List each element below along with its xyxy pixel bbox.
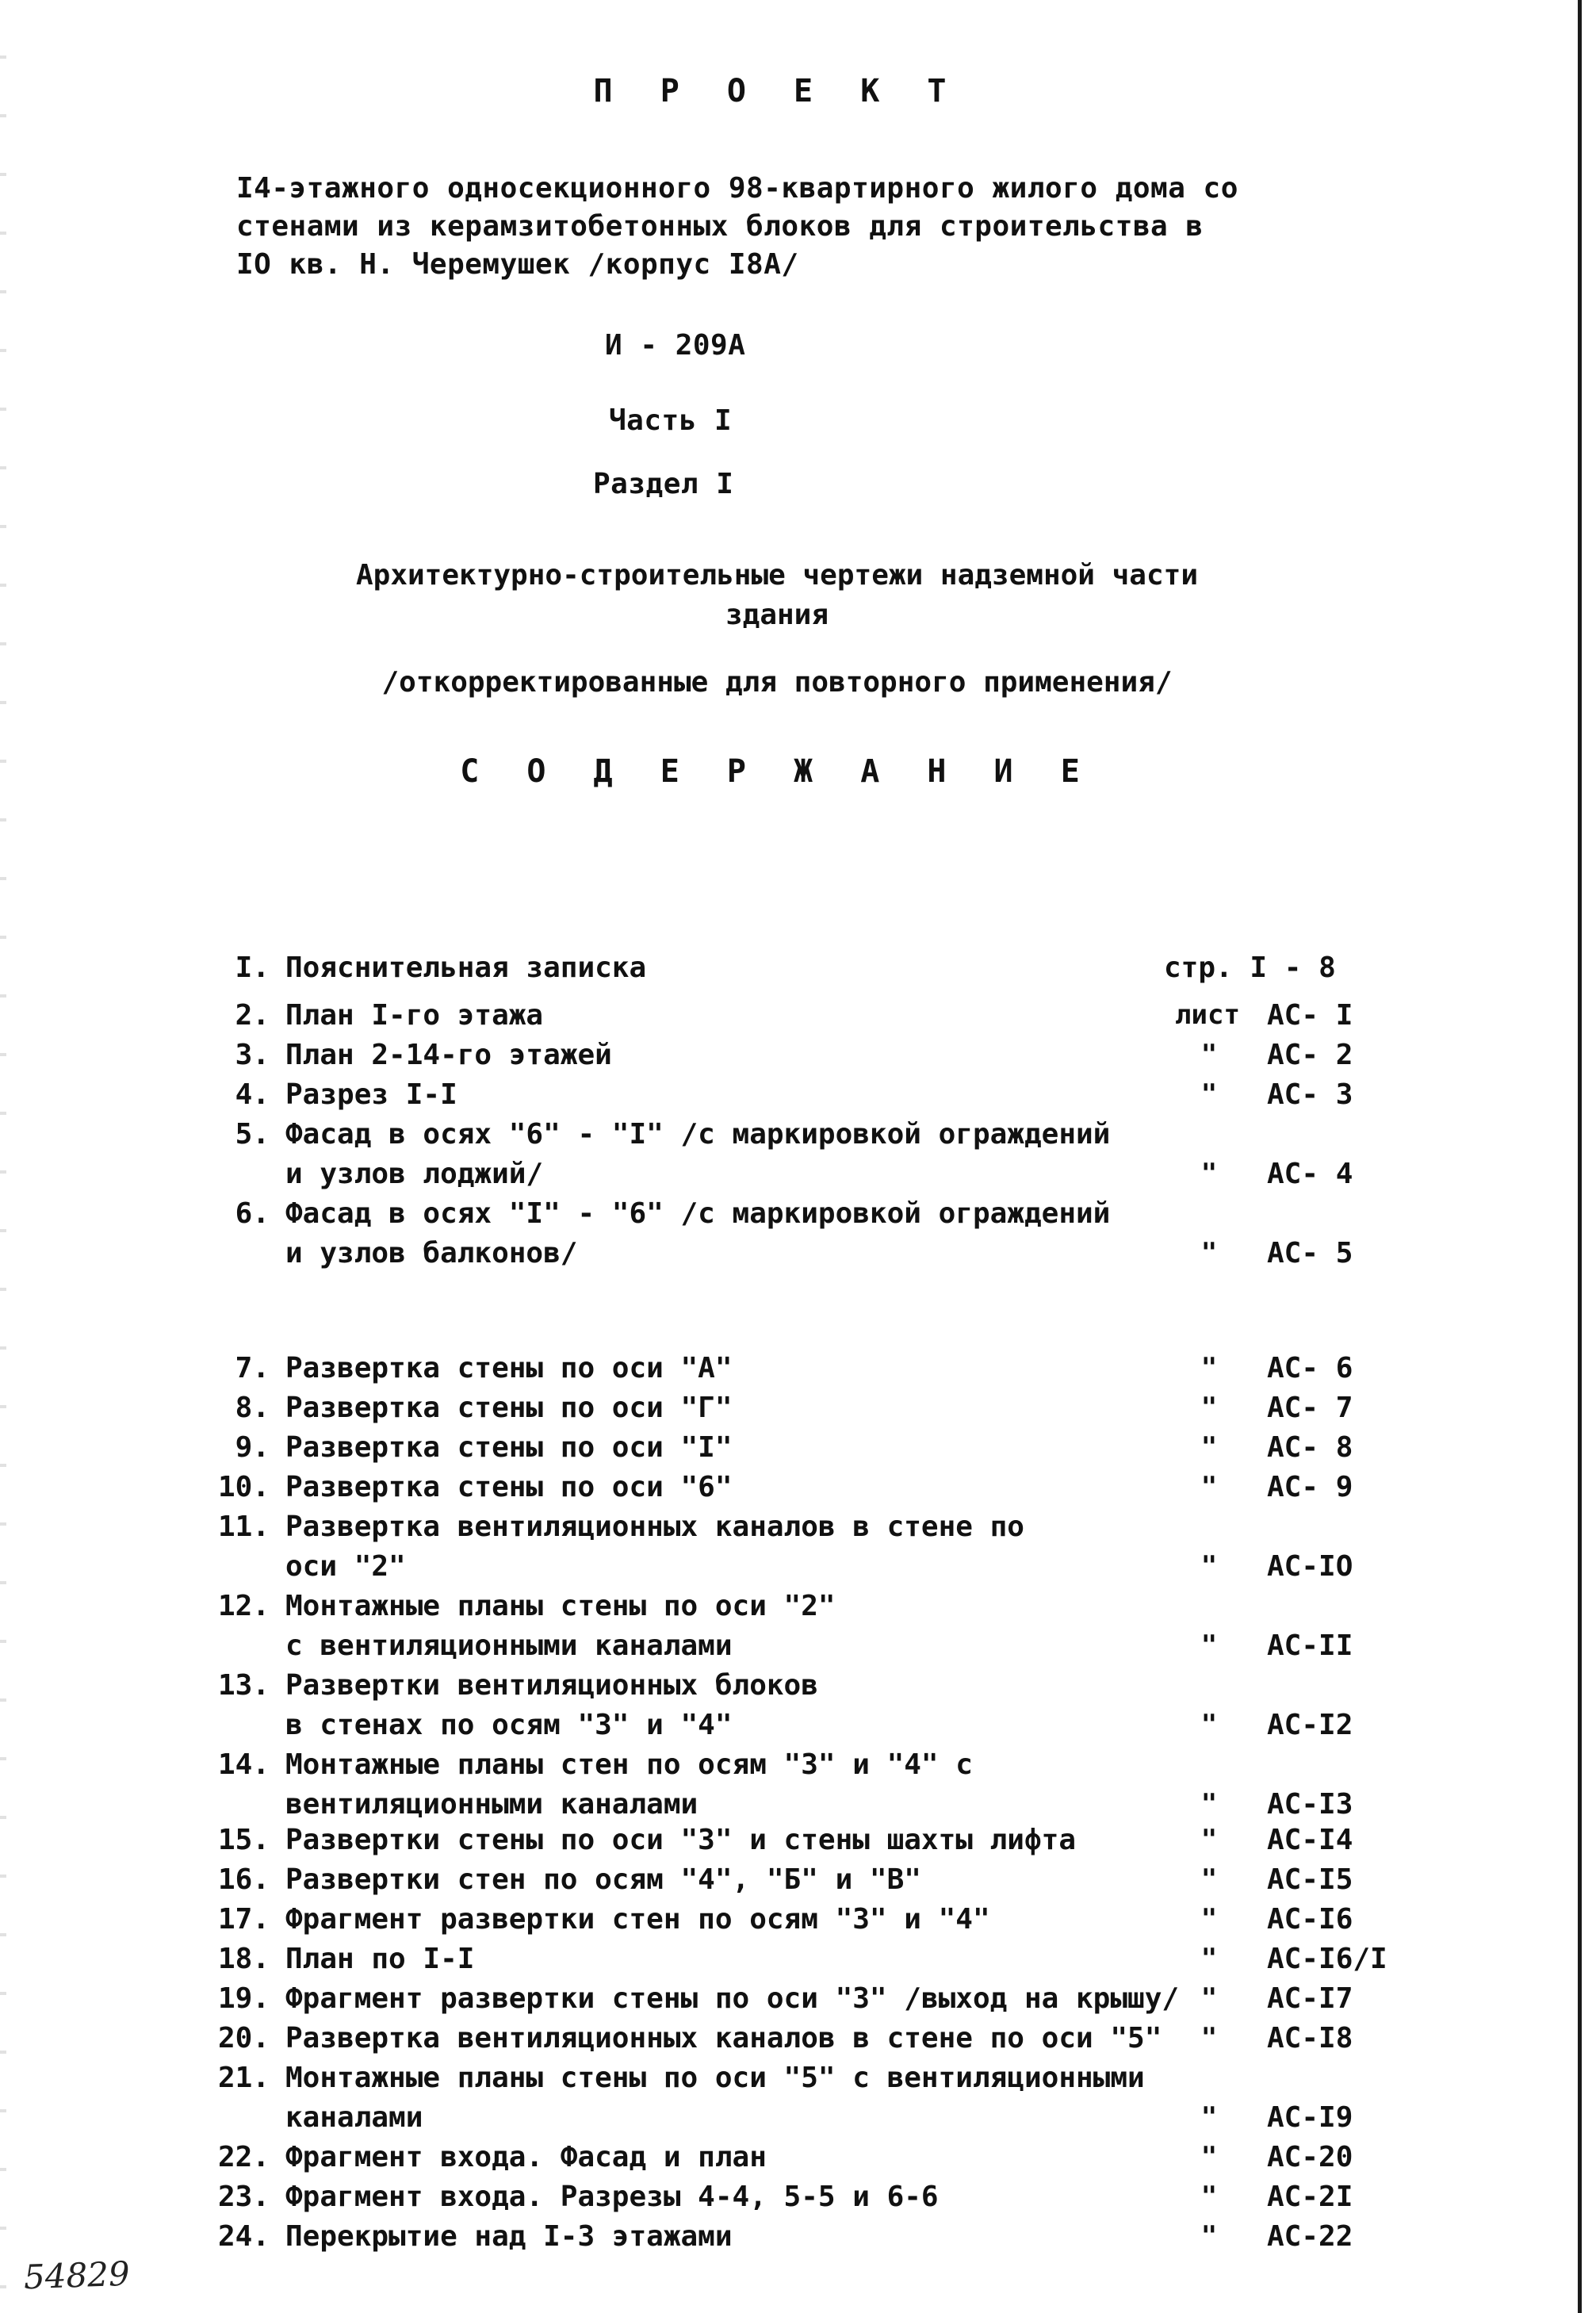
- contents-row-number: 15.: [217, 1824, 270, 1856]
- contents-row-unit: ": [1200, 1629, 1218, 1661]
- contents-row-number: 11.: [217, 1511, 270, 1543]
- contents-row-unit: ": [1200, 2181, 1218, 2212]
- contents-row-title: Монтажные планы стены по оси "5" с вентиляционными: [285, 2062, 1145, 2094]
- contents-row-title: и узлов балконов/: [285, 1237, 578, 1269]
- contents-row-number: 3.: [235, 1039, 270, 1071]
- contents-heading: С О Д Е Р Ж А Н И Е: [460, 753, 1094, 790]
- contents-row-number: 23.: [217, 2181, 270, 2213]
- contents-row-title: Развертка стены по оси "А": [285, 1352, 733, 1384]
- contents-row-number: 12.: [217, 1590, 270, 1622]
- contents-row-unit: ": [1200, 1237, 1218, 1269]
- contents-row-title: Перекрытие над I-3 этажами: [285, 2220, 733, 2253]
- contents-row-sheet: АС-I2: [1267, 1709, 1353, 1741]
- contents-row-sheet: АС- 9: [1267, 1471, 1353, 1503]
- contents-row-unit: ": [1200, 1471, 1218, 1503]
- contents-row-number: 10.: [217, 1471, 270, 1503]
- contents-row-title: Развертка стены по оси "6": [285, 1471, 733, 1503]
- contents-row-sheet: АС-I5: [1267, 1863, 1353, 1896]
- contents-row-unit: ": [1200, 1039, 1218, 1070]
- contents-row-sheet: АС-2I: [1267, 2181, 1353, 2213]
- contents-row-sheet: АС- 8: [1267, 1431, 1353, 1464]
- contents-row-unit: ": [1200, 1352, 1218, 1384]
- contents-row-number: 14.: [217, 1748, 270, 1781]
- contents-row-title: Фрагмент входа. Фасад и план: [285, 2141, 767, 2173]
- contents-row-sheet: АС-II: [1267, 1629, 1353, 1662]
- contents-row-number: I.: [235, 952, 270, 984]
- contents-row-title: Развертки стен по осям "4", "Б" и "В": [285, 1863, 921, 1896]
- contents-row-title: Развертка стены по оси "I": [285, 1431, 733, 1464]
- contents-row-title: Развертка вентиляционных каналов в стене по: [285, 1511, 1024, 1543]
- contents-row-title: Развертка стены по оси "Г": [285, 1392, 733, 1424]
- contents-row-title: Развертка вентиляционных каналов в стене по оси "5": [285, 2022, 1162, 2055]
- contents-row-sheet: АС-22: [1267, 2220, 1353, 2253]
- subject-line-1: Архитектурно-строительные чертежи надземной части: [355, 559, 1199, 592]
- contents-row-unit: ": [1200, 1943, 1218, 1974]
- contents-row-title: Фрагмент развертки стен по осям "3" и "4": [285, 1903, 990, 1936]
- contents-row-sheet: АС-I6/I: [1267, 1943, 1387, 1975]
- contents-row-unit: ": [1200, 1431, 1218, 1463]
- contents-row-unit: ": [1200, 1078, 1218, 1110]
- contents-row-sheet: АС-I4: [1267, 1824, 1353, 1856]
- description-line-1: I4-этажного односекционного 98-квартирного жилого дома со: [236, 172, 1238, 205]
- contents-row-title: с вентиляционными каналами: [285, 1629, 733, 1662]
- contents-row-sheet: АС-I8: [1267, 2022, 1353, 2055]
- contents-row-sheet: АС- 7: [1267, 1392, 1353, 1424]
- description-line-3: IO кв. Н. Черемушек /корпус I8А/: [236, 248, 799, 281]
- contents-row-unit: ": [1200, 2220, 1218, 2252]
- handwritten-inventory-number: 54829: [23, 2254, 131, 2297]
- contents-row-number: 4.: [235, 1078, 270, 1111]
- contents-row-unit: ": [1200, 1550, 1218, 1582]
- contents-row-unit: ": [1200, 2022, 1218, 2054]
- contents-row-title: План по I-I: [285, 1943, 475, 1975]
- contents-row-title: и узлов лоджий/: [285, 1158, 544, 1190]
- contents-row-number: 5.: [235, 1118, 270, 1151]
- part-label: Часть I: [609, 404, 733, 437]
- contents-row-title: Фасад в осях "6" - "I" /с маркировкой ограждений: [285, 1118, 1111, 1151]
- contents-row-title: План 2-14-го этажей: [285, 1039, 612, 1071]
- contents-row-number: 16.: [217, 1863, 270, 1896]
- contents-row-number: 20.: [217, 2022, 270, 2055]
- contents-row-title: Монтажные планы стены по оси "2": [285, 1590, 836, 1622]
- contents-row-unit: ": [1200, 1392, 1218, 1423]
- contents-row-sheet: АС- 3: [1267, 1078, 1353, 1111]
- contents-row-title: Фасад в осях "I" - "6" /с маркировкой ограждений: [285, 1197, 1111, 1230]
- contents-row-number: 24.: [217, 2220, 270, 2253]
- contents-row-title: Развертки вентиляционных блоков: [285, 1669, 818, 1702]
- contents-row-sheet: АС-I6: [1267, 1903, 1353, 1936]
- contents-row-title: Разрез I-I: [285, 1078, 457, 1111]
- contents-row-number: 13.: [217, 1669, 270, 1702]
- contents-row-unit: ": [1200, 2141, 1218, 2173]
- contents-row-sheet: АС- 5: [1267, 1237, 1353, 1269]
- contents-row-title: оси "2": [285, 1550, 406, 1583]
- contents-row-title: План I-го этажа: [285, 999, 544, 1032]
- subject-line-2: здания: [725, 599, 829, 631]
- contents-row-unit: ": [1200, 2101, 1218, 2133]
- contents-row-number: 21.: [217, 2062, 270, 2094]
- contents-row-sheet: АС-IO: [1267, 1550, 1353, 1583]
- contents-row-number: 22.: [217, 2141, 270, 2173]
- contents-row-number: 2.: [235, 999, 270, 1032]
- contents-row-title: в стенах по осям "3" и "4": [285, 1709, 733, 1741]
- contents-row-sheet: АС- 6: [1267, 1352, 1353, 1384]
- scan-edge-right: [1578, 0, 1582, 2313]
- contents-row-number: 18.: [217, 1943, 270, 1975]
- contents-row-title: Пояснительная записка: [285, 952, 647, 984]
- scan-edge-left: [0, 0, 6, 2313]
- contents-row-sheet: АС-I9: [1267, 2101, 1353, 2134]
- contents-row-unit: ": [1200, 1709, 1218, 1740]
- contents-row-unit: ": [1200, 1788, 1218, 1820]
- contents-row-sheet: АС- 4: [1267, 1158, 1353, 1190]
- contents-row-unit: ": [1200, 1982, 1218, 2014]
- reuse-note: /откорректированные для повторного применения/: [381, 666, 1173, 699]
- contents-row-title: Фрагмент входа. Разрезы 4-4, 5-5 и 6-6: [285, 2181, 939, 2213]
- contents-row-sheet: АС- 2: [1267, 1039, 1353, 1071]
- contents-row-unit: ": [1200, 1863, 1218, 1895]
- contents-row-number: 9.: [235, 1431, 270, 1464]
- contents-row-sheet: АС-I7: [1267, 1982, 1353, 2015]
- contents-row-number: 19.: [217, 1982, 270, 2015]
- contents-row-unit: ": [1200, 1903, 1218, 1935]
- contents-row-number: 17.: [217, 1903, 270, 1936]
- contents-row-number: 6.: [235, 1197, 270, 1230]
- contents-row-number: 7.: [235, 1352, 270, 1384]
- contents-row-title: Фрагмент развертки стены по оси "3" /выход на крышу/: [285, 1982, 1180, 2015]
- contents-row-sheet: АС-20: [1267, 2141, 1353, 2173]
- contents-row-title: Монтажные планы стен по осям "3" и "4" с: [285, 1748, 973, 1781]
- contents-row-unit: лист: [1175, 999, 1240, 1031]
- section-label: Раздел I: [593, 468, 734, 500]
- description-line-2: стенами из керамзитобетонных блоков для строительства в: [236, 210, 1204, 243]
- contents-row-sheet: стр. I - 8: [1164, 952, 1336, 984]
- contents-row-sheet: АС- I: [1267, 999, 1353, 1032]
- contents-row-title: вентиляционными каналами: [285, 1788, 698, 1821]
- contents-row-title: Развертки стены по оси "3" и стены шахты лифта: [285, 1824, 1076, 1856]
- contents-row-unit: ": [1200, 1158, 1218, 1189]
- document-title: П Р О Е К Т: [593, 73, 961, 109]
- contents-row-sheet: АС-I3: [1267, 1788, 1353, 1821]
- contents-row-title: каналами: [285, 2101, 423, 2134]
- project-code: И - 209А: [605, 329, 746, 362]
- contents-row-unit: ": [1200, 1824, 1218, 1855]
- contents-row-number: 8.: [235, 1392, 270, 1424]
